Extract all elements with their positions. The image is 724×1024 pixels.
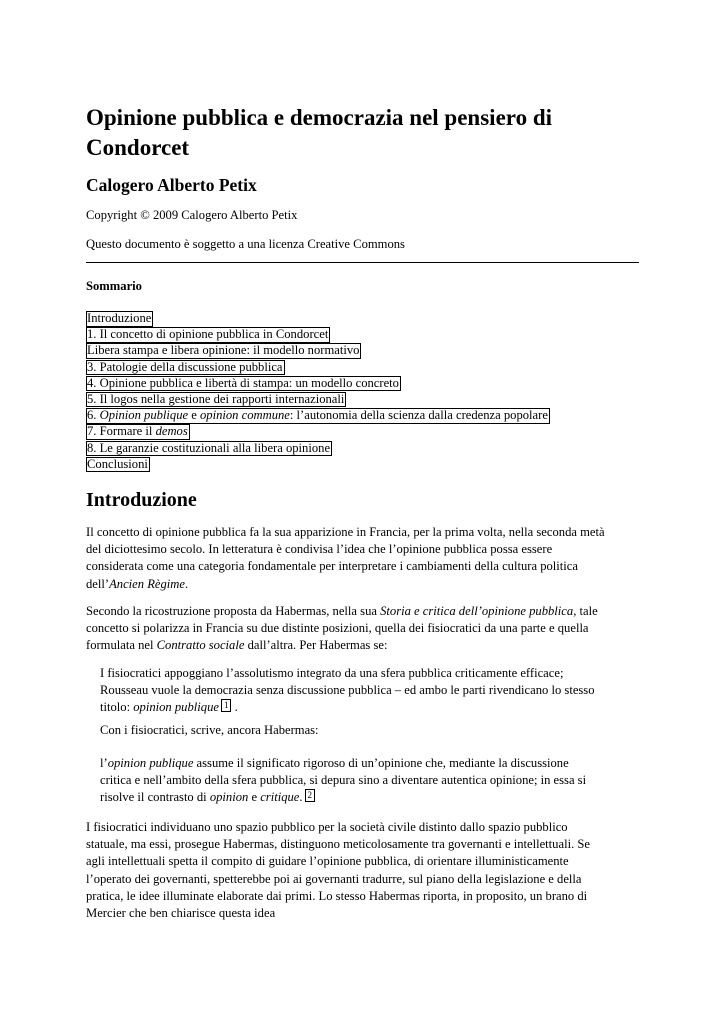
italic-text: critique [260,790,300,805]
footnote-link-2[interactable]: 2 [305,789,316,802]
text: dell’ [86,576,110,591]
toc-item [86,392,550,408]
toc-text: 7. Formare il [87,424,156,439]
toc-heading: Sommario [86,279,142,293]
toc-link-1[interactable]: 1. Il concetto di opinione pubblica in Condorcet [87,327,329,342]
toc-link-3[interactable]: 3. Patologie della discussione pubblica [87,359,283,374]
text-line [100,755,586,772]
toc-item [86,311,550,327]
text-line [100,699,595,716]
toc-item [86,376,550,392]
toc-italic-text: demos [155,424,188,439]
text-line: critica e nell’ambito della sfera pubblica, si depura sino a diventare autentica opinione; in essa si [100,773,587,788]
paragraph [86,603,598,655]
block-quote [100,665,595,717]
text-line: del diciottesimo secolo. In letteratura è condivisa l’idea che l’opinione pubblica possa essere [86,542,553,557]
text: dall’altra. Per Habermas se: [244,638,388,653]
toc-item [86,360,550,376]
text-line: I fisiocratici individuano uno spazio pubblico per la società civile distinto dallo spazio pubblico [86,820,568,834]
text-line: statuale, ma essi, prosegue Habermas, distinguono meticolosamente tra governanti e intellettuali. Se [86,837,590,852]
text-line [86,637,598,654]
paragraph [86,819,590,922]
document-title: Opinione pubblica e democrazia nel pensiero di Condorcet [86,105,552,160]
text-line: Con i fisiocratici, scrive, ancora Habermas: [100,723,319,737]
toc-link-5[interactable]: 5. Il logos nella gestione dei rapporti internazionali [87,391,345,406]
text: Secondo la ricostruzione proposta da Habermas, nella sua [86,604,381,618]
block-quote [100,755,586,807]
italic-text: opinion [209,790,249,805]
license-line: Questo documento è soggetto a una licenza Creative Commons [86,237,405,251]
italic-text: Contratto sociale [156,638,245,653]
toc-item [86,408,550,424]
text-line: Mercier che ben chiarisce questa idea [86,906,276,921]
text: assume il significato rigoroso di un’opinione che, mediante la discussione [193,756,569,770]
paragraph [86,524,605,593]
text-line [100,789,586,806]
toc-item [86,343,550,359]
copyright-line: Copyright © 2009 Calogero Alberto Petix [86,208,298,222]
text-line: Il concetto di opinione pubblica fa la sua apparizione in Francia, per la prima volta, nella seconda metà [86,525,605,539]
text-line: pratica, le idee illuminate elaborate dai primi. Lo stesso Habermas riporta, in proposito, un brano di [86,888,588,903]
text-line: considerata come una categoria fondamentale per interpretare i cambiamenti della cultura politica [86,559,578,574]
text: formulata nel [86,638,157,653]
table-of-contents [86,311,550,473]
text-line [86,576,605,593]
text: . [231,700,238,715]
toc-item [86,424,550,440]
italic-text: Storia e critica dell’opinione pubblica [380,604,574,618]
footnote-link-1[interactable]: 1 [221,699,232,712]
text: risolve il contrasto di [100,790,210,805]
toc-link-2[interactable]: Libera stampa e libera opinione: il modello normativo [87,343,360,358]
text: . [299,790,303,805]
toc-link-7[interactable] [86,424,190,440]
text: . [184,576,189,591]
italic-text: opinion publique [107,756,194,770]
text-line: l’operato dei governanti, spetterebbe poi ai governanti tradurre, sul piano della legislazione e della [86,871,582,886]
toc-text: 6. [87,408,100,423]
section-heading-introduzione: Introduzione [86,489,197,511]
text: l’ [100,756,108,770]
text: , tale [573,604,598,618]
toc-item [86,327,550,343]
toc-item [86,441,550,457]
text-line: concetto si polarizza in Francia su due distinte posizioni, quella dei fisiocratici da una parte e quella [86,621,589,636]
text-line: agli intellettuali spetta il compito di guidare l’opinione pubblica, di orientare illuministicamente [86,854,569,869]
text-line: I fisiocratici appoggiano l’assolutismo integrato da una sfera pubblica criticamente efficace; [100,666,564,680]
toc-link-introduzione[interactable]: Introduzione [87,311,152,325]
horizontal-rule [86,262,639,263]
toc-italic-text: Opinion publique [99,408,189,423]
toc-item [86,457,550,473]
toc-link-4[interactable]: 4. Opinione pubblica e libertà di stampa: un modello concreto [87,375,399,390]
block-quote [100,722,319,739]
toc-text: e [188,408,200,423]
toc-link-8[interactable]: 8. Le garanzie costituzionali alla libera opinione [87,440,331,455]
italic-text: Ancien Règime [109,576,185,591]
text: e [248,790,261,805]
toc-link-6[interactable] [86,408,550,424]
toc-italic-text: opinion commune [200,408,290,423]
text-line: Rousseau vuole la democrazia senza discussione pubblica – ed ambo le parti rivendicano lo stesso [100,683,595,698]
text-line [86,603,598,620]
author-name: Calogero Alberto Petix [86,175,257,195]
toc-text: : l’autonomia della scienza dalla credenza popolare [289,408,548,423]
text: titolo: [100,700,134,715]
toc-link-conclusioni[interactable]: Conclusioni [87,456,148,471]
italic-text: opinion publique [133,700,219,715]
